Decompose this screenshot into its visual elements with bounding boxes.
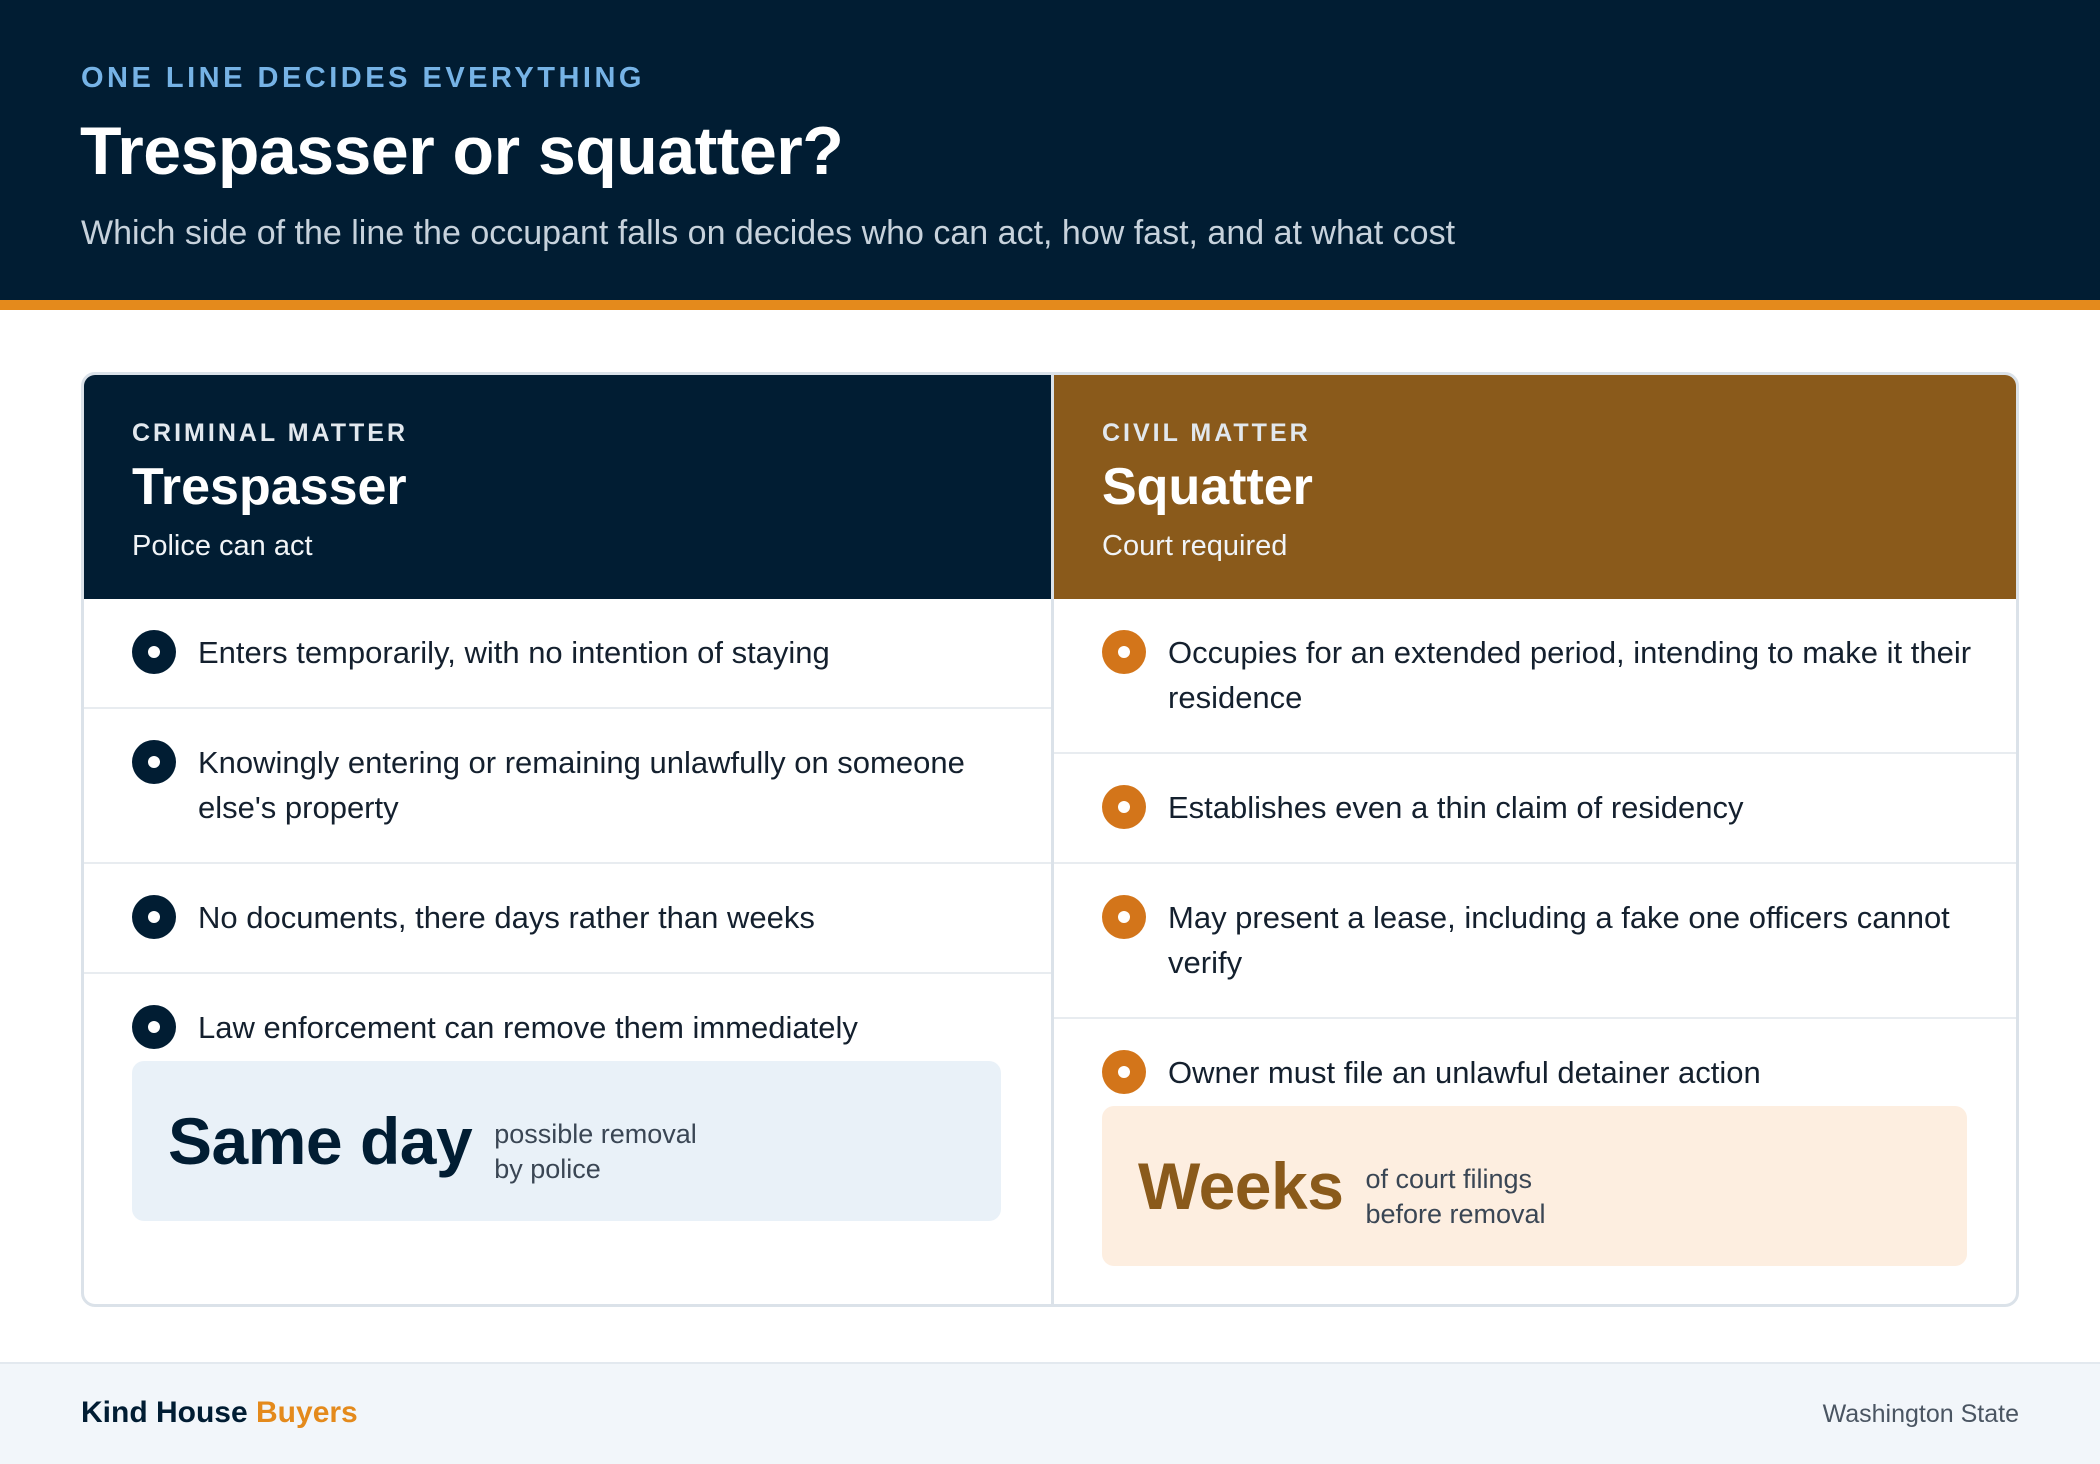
squatter-list [1054,599,2019,1127]
stat-caption-line-1: of court filings [1365,1164,1533,1194]
squatter-subtitle: Court required [1102,530,1288,562]
trespasser-list [84,599,1051,1082]
trespasser-title: Trespasser [132,458,407,516]
squatter-kicker: CIVIL MATTER [1102,419,1311,447]
bullet-icon [132,630,176,674]
stat-caption [1365,1162,1545,1232]
list-item-text: No documents, there days rather than weeks [198,900,815,935]
brand-logo [81,1396,358,1430]
list-item-text: Establishes even a thin claim of residency [1168,790,1744,825]
page-header [0,0,2100,300]
squatter-title: Squatter [1102,458,1313,516]
stat-caption-line-2: before removal [1365,1199,1546,1229]
stat-headline: Same day [168,1104,473,1178]
page-subtitle: Which side of the line the occupant falls on decides who can act, how fast, and at what cost [81,214,1456,252]
trespasser-stat-box [132,1061,1001,1221]
brand-name-accent: Buyers [256,1396,358,1429]
stat-caption [494,1117,697,1187]
brand-name: Kind House [81,1396,248,1429]
list-item-text: May present a lease, including a fake one officers cannot verify [1168,900,1950,980]
list-item-text: Law enforcement can remove them immediately [198,1010,858,1045]
squatter-stat-box [1102,1106,1967,1266]
page-footer [0,1362,2100,1464]
trespasser-kicker: CRIMINAL MATTER [132,419,408,447]
list-item-text: Occupies for an extended period, intending to make it their residence [1168,635,1972,715]
list-item [1054,599,2019,754]
bullet-icon [1102,630,1146,674]
page-title: Trespasser or squatter? [80,113,844,189]
bullet-icon [1102,1050,1146,1094]
bullet-icon [1102,895,1146,939]
squatter-column [1054,375,2019,1304]
list-item [1054,864,2019,1019]
squatter-header [1054,375,2019,599]
list-item [84,864,1051,974]
list-item [1054,754,2019,864]
region-label: Washington State [1822,1400,2019,1428]
header-accent-stripe [0,300,2100,310]
bullet-icon [132,1005,176,1049]
list-item-text: Owner must file an unlawful detainer action [1168,1055,1761,1090]
stat-caption-line-1: possible removal [494,1119,697,1149]
list-item-text: Knowingly entering or remaining unlawfully on someone else's property [198,745,965,825]
list-item [84,599,1051,709]
stat-caption-line-2: by police [494,1154,601,1184]
list-item-text: Enters temporarily, with no intention of staying [198,635,830,670]
list-item [84,709,1051,864]
comparison-card [81,372,2019,1307]
trespasser-header [84,375,1051,599]
trespasser-column [84,375,1051,1304]
bullet-icon [132,895,176,939]
bullet-icon [1102,785,1146,829]
trespasser-subtitle: Police can act [132,530,313,562]
eyebrow-text: ONE LINE DECIDES EVERYTHING [81,62,645,94]
bullet-icon [132,740,176,784]
stat-headline: Weeks [1138,1149,1344,1223]
